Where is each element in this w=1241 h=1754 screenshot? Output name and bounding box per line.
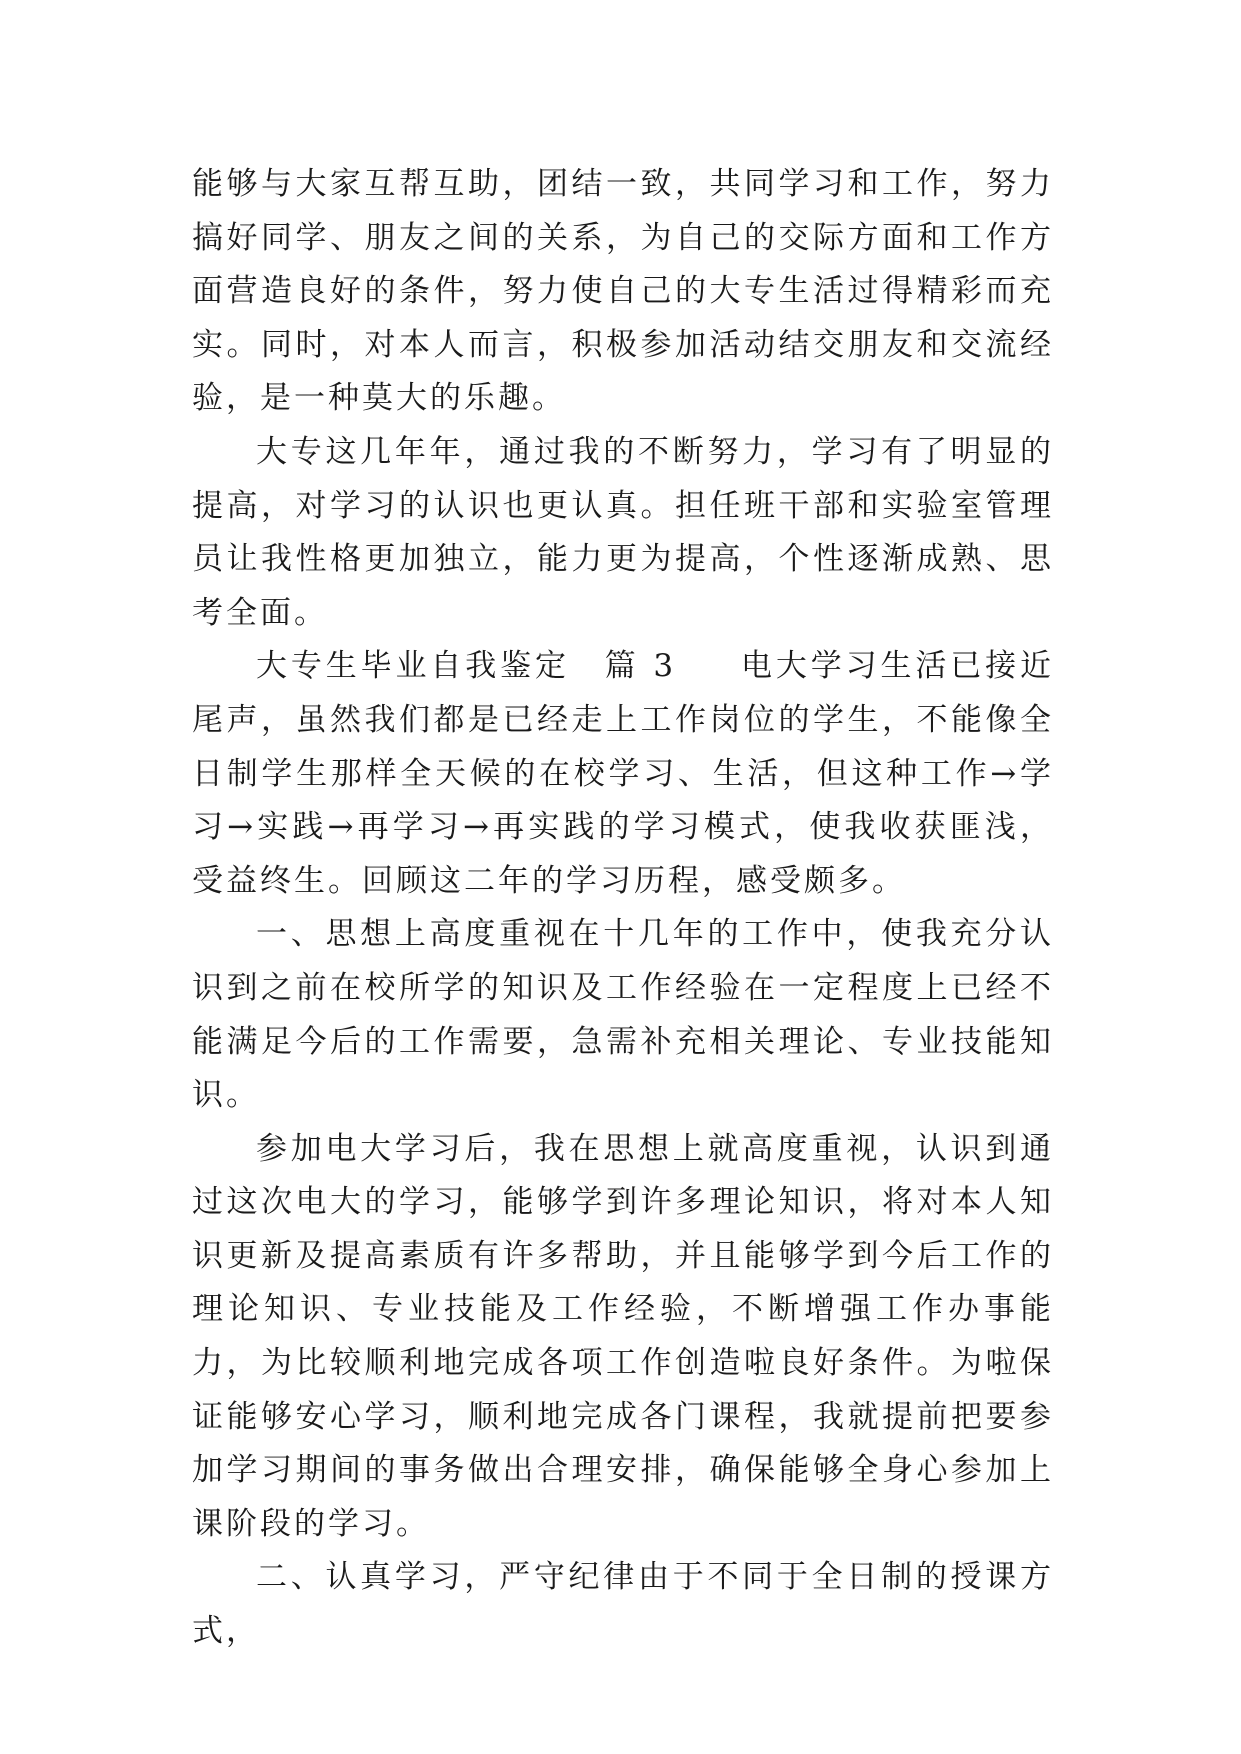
paragraph-2: [192, 426, 1054, 640]
paragraph-3: [192, 640, 1054, 908]
paragraph-4-text: 一、思想上高度重视在十几年的工作中，使我充分认识到之前在校所学的知识及工作经验在一定程度上已经不能满足今后的工作需要，急需补充相关理论、专业技能知识。: [192, 916, 1054, 1114]
paragraph-3-text: 电大学习生活已接近尾声，虽然我们都是已经走上工作岗位的学生，不能像全日制学生那样全天候的在校学习、生活，但这种工作→学习→实践→再学习→再实践的学习模式，使我收获匪浅，受益终生。回顾这二年的学习历程，感受颇多。: [192, 648, 1055, 899]
paragraph-4: [192, 908, 1054, 1122]
paragraph-1-text: 能够与大家互帮互助，团结一致，共同学习和工作，努力搞好同学、朋友之间的关系，为自己的交际方面和工作方面营造良好的条件，努力使自己的大专生活过得精彩而充实。同时，对本人而言，积极参加活动结交朋友和交流经验，是一种莫大的乐趣。: [192, 166, 1054, 417]
paragraph-6-text: 二、认真学习，严守纪律由于不同于全日制的授课方式，: [192, 1559, 1054, 1650]
paragraph-5-text: 参加电大学习后，我在思想上就高度重视，认识到通过这次电大的学习，能够学到许多理论知识，将对本人知识更新及提高素质有许多帮助，并且能够学到今后工作的理论知识、专业技能及工作经验，不断增强工作办事能力，为比较顺利地完成各项工作创造啦良好条件。为啦保证能够安心学习，顺利地完成各门课程，我就提前把要参加学习期间的事务做出合理安排，确保能够全身心参加上课阶段的学习。: [192, 1130, 1054, 1542]
paragraph-6: [192, 1551, 1054, 1658]
paragraph-2-text: 大专这几年年，通过我的不断努力，学习有了明显的提高，对学习的认识也更认真。担任班干部和实验室管理员让我性格更加独立，能力更为提高，个性逐渐成熟、思考全面。: [192, 433, 1054, 631]
section-heading: 大专生毕业自我鉴定 篇 3: [256, 648, 677, 685]
paragraph-5: [192, 1123, 1054, 1552]
paragraph-1: [192, 158, 1054, 426]
document-body: [192, 158, 1054, 1659]
